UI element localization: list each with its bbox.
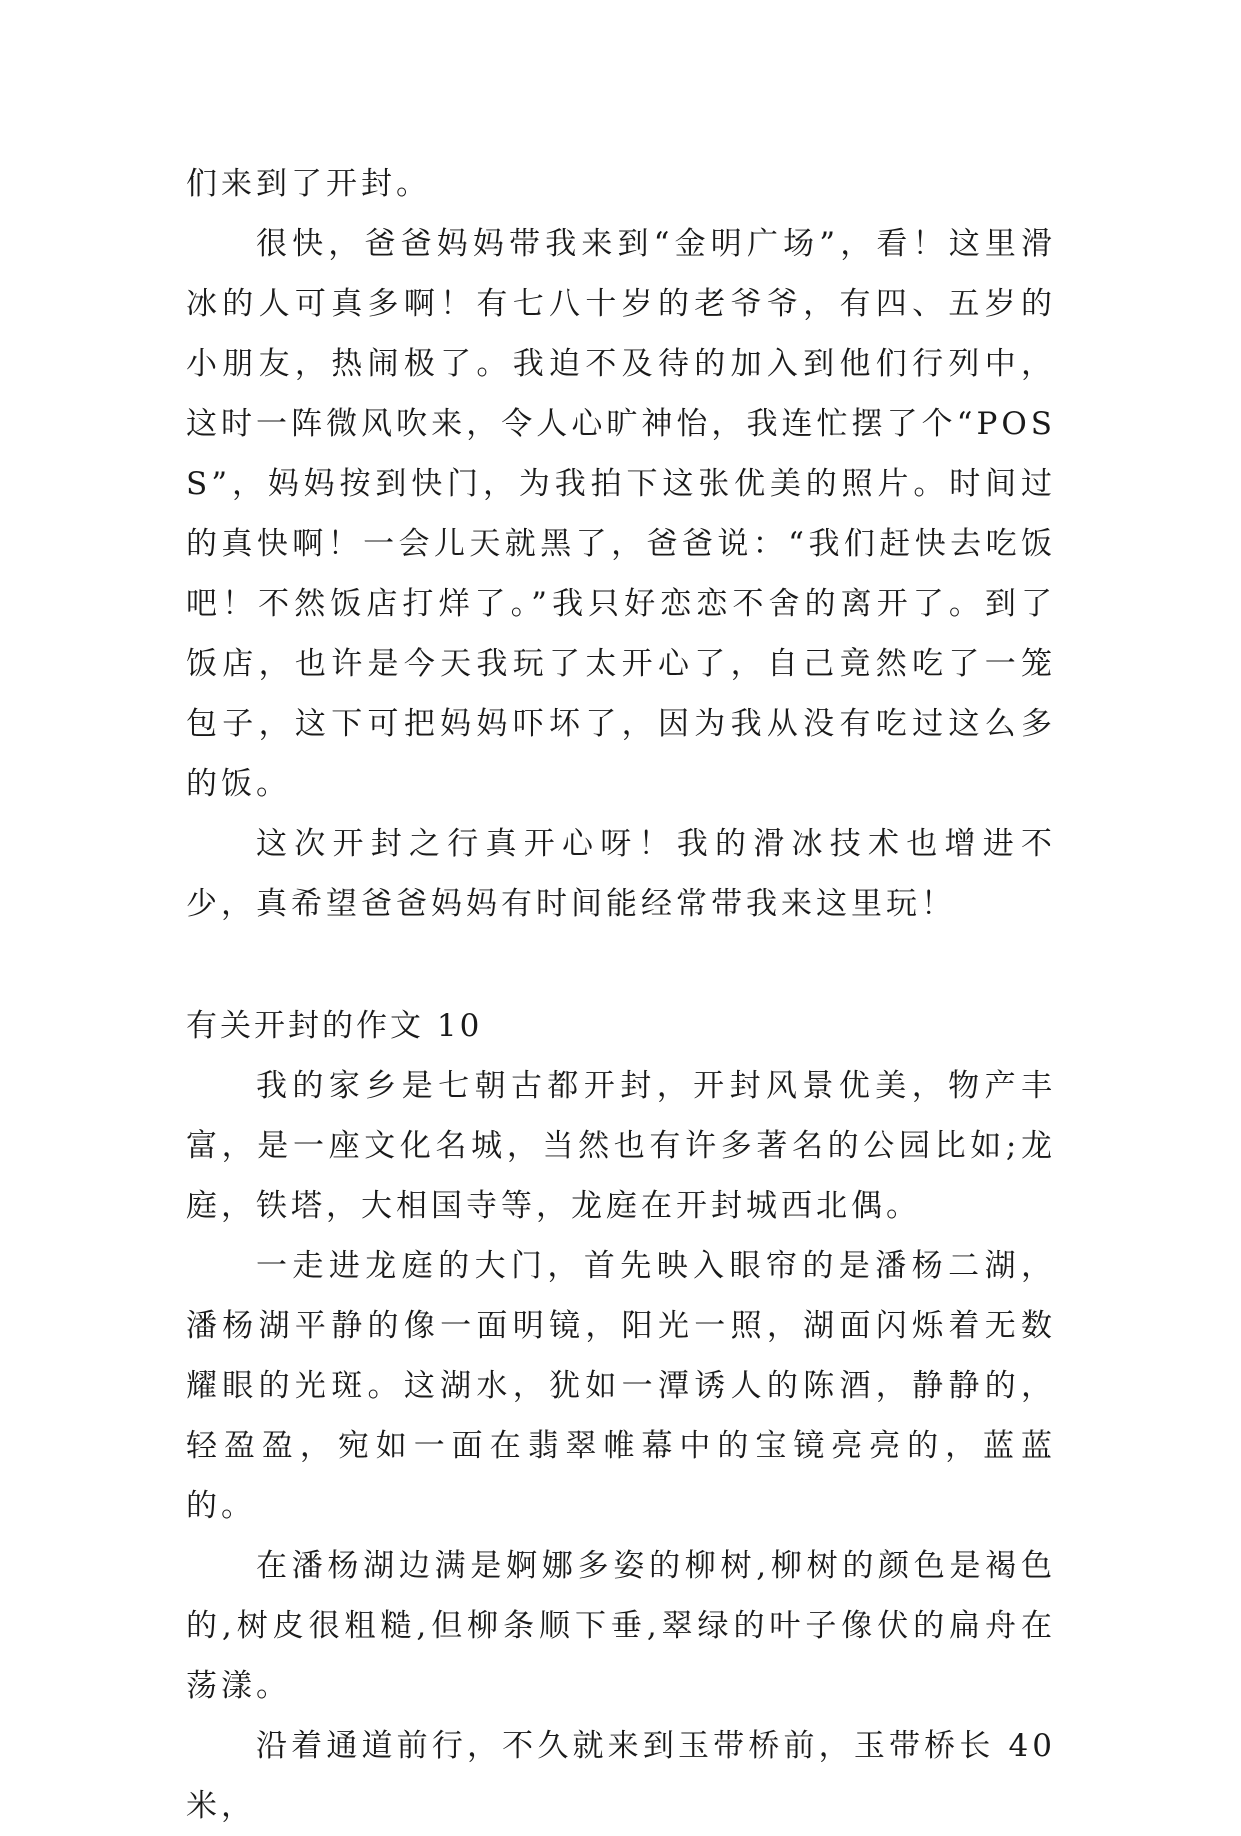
paragraph-skating: 很快，爸爸妈妈带我来到“金明广场”，看！这里滑冰的人可真多啊！有七八十岁的老爷爷，有四、五岁的小朋友，热闹极了。我迫不及待的加入到他们行列中，这时一阵微风吹来，令人心旷神怡，我连忙摆了个“POSS”，妈妈按到快门，为我拍下这张优美的照片。时间过的真快啊！一会儿天就黑了，爸爸说：“我们赶快去吃饭吧！不然饭店打烊了。”我只好恋恋不舍的离开了。到了饭店，也许是今天我玩了太开心了，自己竟然吃了一笼包子，这下可把妈妈吓坏了，因为我从没有吃过这么多的饭。 (186, 226, 1056, 802)
paragraph-continuation: 们来到了开封。 (186, 166, 431, 202)
paragraph-bridge: 沿着通道前行，不久就来到玉带桥前，玉带桥长 40 米， (186, 1728, 1056, 1824)
section-spacer (186, 934, 1056, 996)
section-title: 有关开封的作文 10 (186, 1008, 483, 1044)
paragraph-conclusion: 这次开封之行真开心呀！我的滑冰技术也增进不少，真希望爸爸妈妈有时间能经常带我来这里玩！ (186, 826, 1056, 922)
article-body (186, 154, 1056, 1836)
paragraph-willows: 在潘杨湖边满是婀娜多姿的柳树,柳树的颜色是褐色的,树皮很粗糙,但柳条顺下垂,翠绿的叶子像伏的扁舟在荡漾。 (186, 1548, 1056, 1704)
paragraph-hometown: 我的家乡是七朝古都开封，开封风景优美，物产丰富，是一座文化名城，当然也有许多著名的公园比如;龙庭，铁塔，大相国寺等，龙庭在开封城西北偶。 (186, 1068, 1056, 1224)
paragraph-lake: 一走进龙庭的大门，首先映入眼帘的是潘杨二湖，潘杨湖平静的像一面明镜，阳光一照，湖面闪烁着无数耀眼的光斑。这湖水，犹如一潭诱人的陈酒，静静的，轻盈盈，宛如一面在翡翠帷幕中的宝镜亮亮的，蓝蓝的。 (186, 1248, 1056, 1524)
